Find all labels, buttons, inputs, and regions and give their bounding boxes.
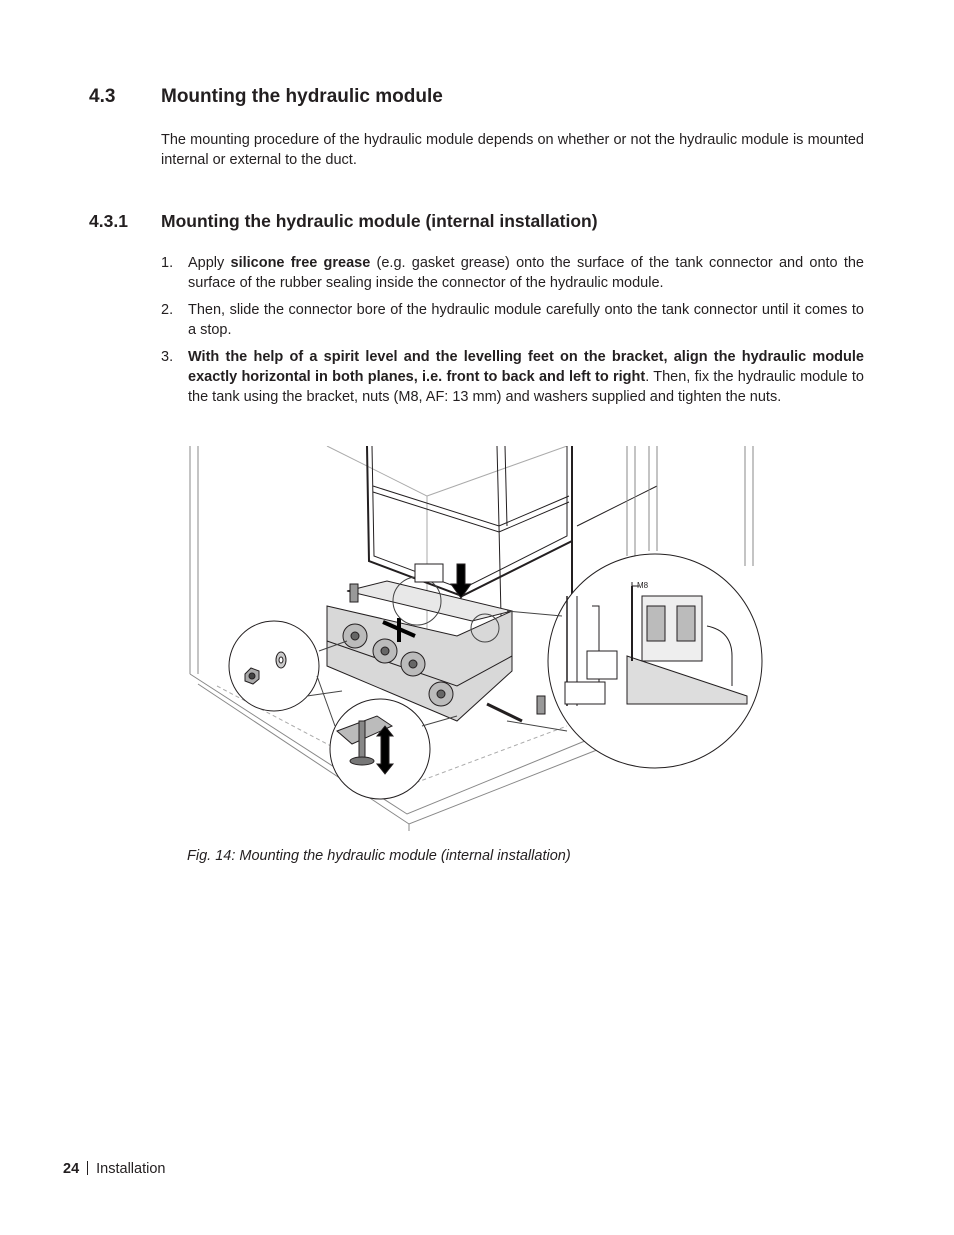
subsection-number: 4.3.1 [89, 211, 128, 231]
step-2 [161, 300, 864, 340]
step-emphasis: silicone free grease [230, 255, 371, 271]
subsection-title: Mounting the hydraulic module (internal installation) [161, 211, 598, 231]
page-number: 24 [63, 1161, 80, 1177]
section-intro: The mounting procedure of the hydraulic module depends on whether or not the hydraulic module is mounted internal or external to the duct. [161, 132, 864, 168]
step-number: 3. [161, 349, 174, 365]
section-title: Mounting the hydraulic module [161, 86, 443, 107]
step-number: 1. [161, 255, 174, 271]
step-3 [161, 347, 864, 407]
step-number: 2. [161, 302, 174, 318]
bolt-size-label: M8 [637, 581, 649, 590]
footer-divider [87, 1161, 88, 1175]
chapter-name: Installation [96, 1161, 166, 1177]
step-emphasis: With the help of a spirit level and the levelling feet on the bracket, align the hydraulic module exactly horizontal in both planes, i.e. front to back and left to right [188, 349, 864, 385]
hydraulic-module-illustration [187, 446, 767, 831]
step-text: Then, slide the connector bore of the hydraulic module carefully onto the tank connector until it comes to a stop. [188, 302, 864, 338]
section-number: 4.3 [89, 86, 116, 107]
page-footer [63, 1161, 165, 1177]
step-text: (e.g. gasket grease) onto the surface of the tank connector and onto the surface of the rubber sealing inside the connector of the hydraulic module. [188, 255, 864, 291]
installation-figure [187, 446, 767, 831]
step-1 [161, 253, 864, 293]
figure-caption: Fig. 14: Mounting the hydraulic module (internal installation) [187, 848, 571, 864]
step-text: Apply [188, 255, 231, 271]
step-text: . Then, fix the hydraulic module to the tank using the bracket, nuts (M8, AF: 13 mm) and washers supplied and tighten the nuts. [188, 369, 864, 405]
step-list [161, 253, 864, 414]
